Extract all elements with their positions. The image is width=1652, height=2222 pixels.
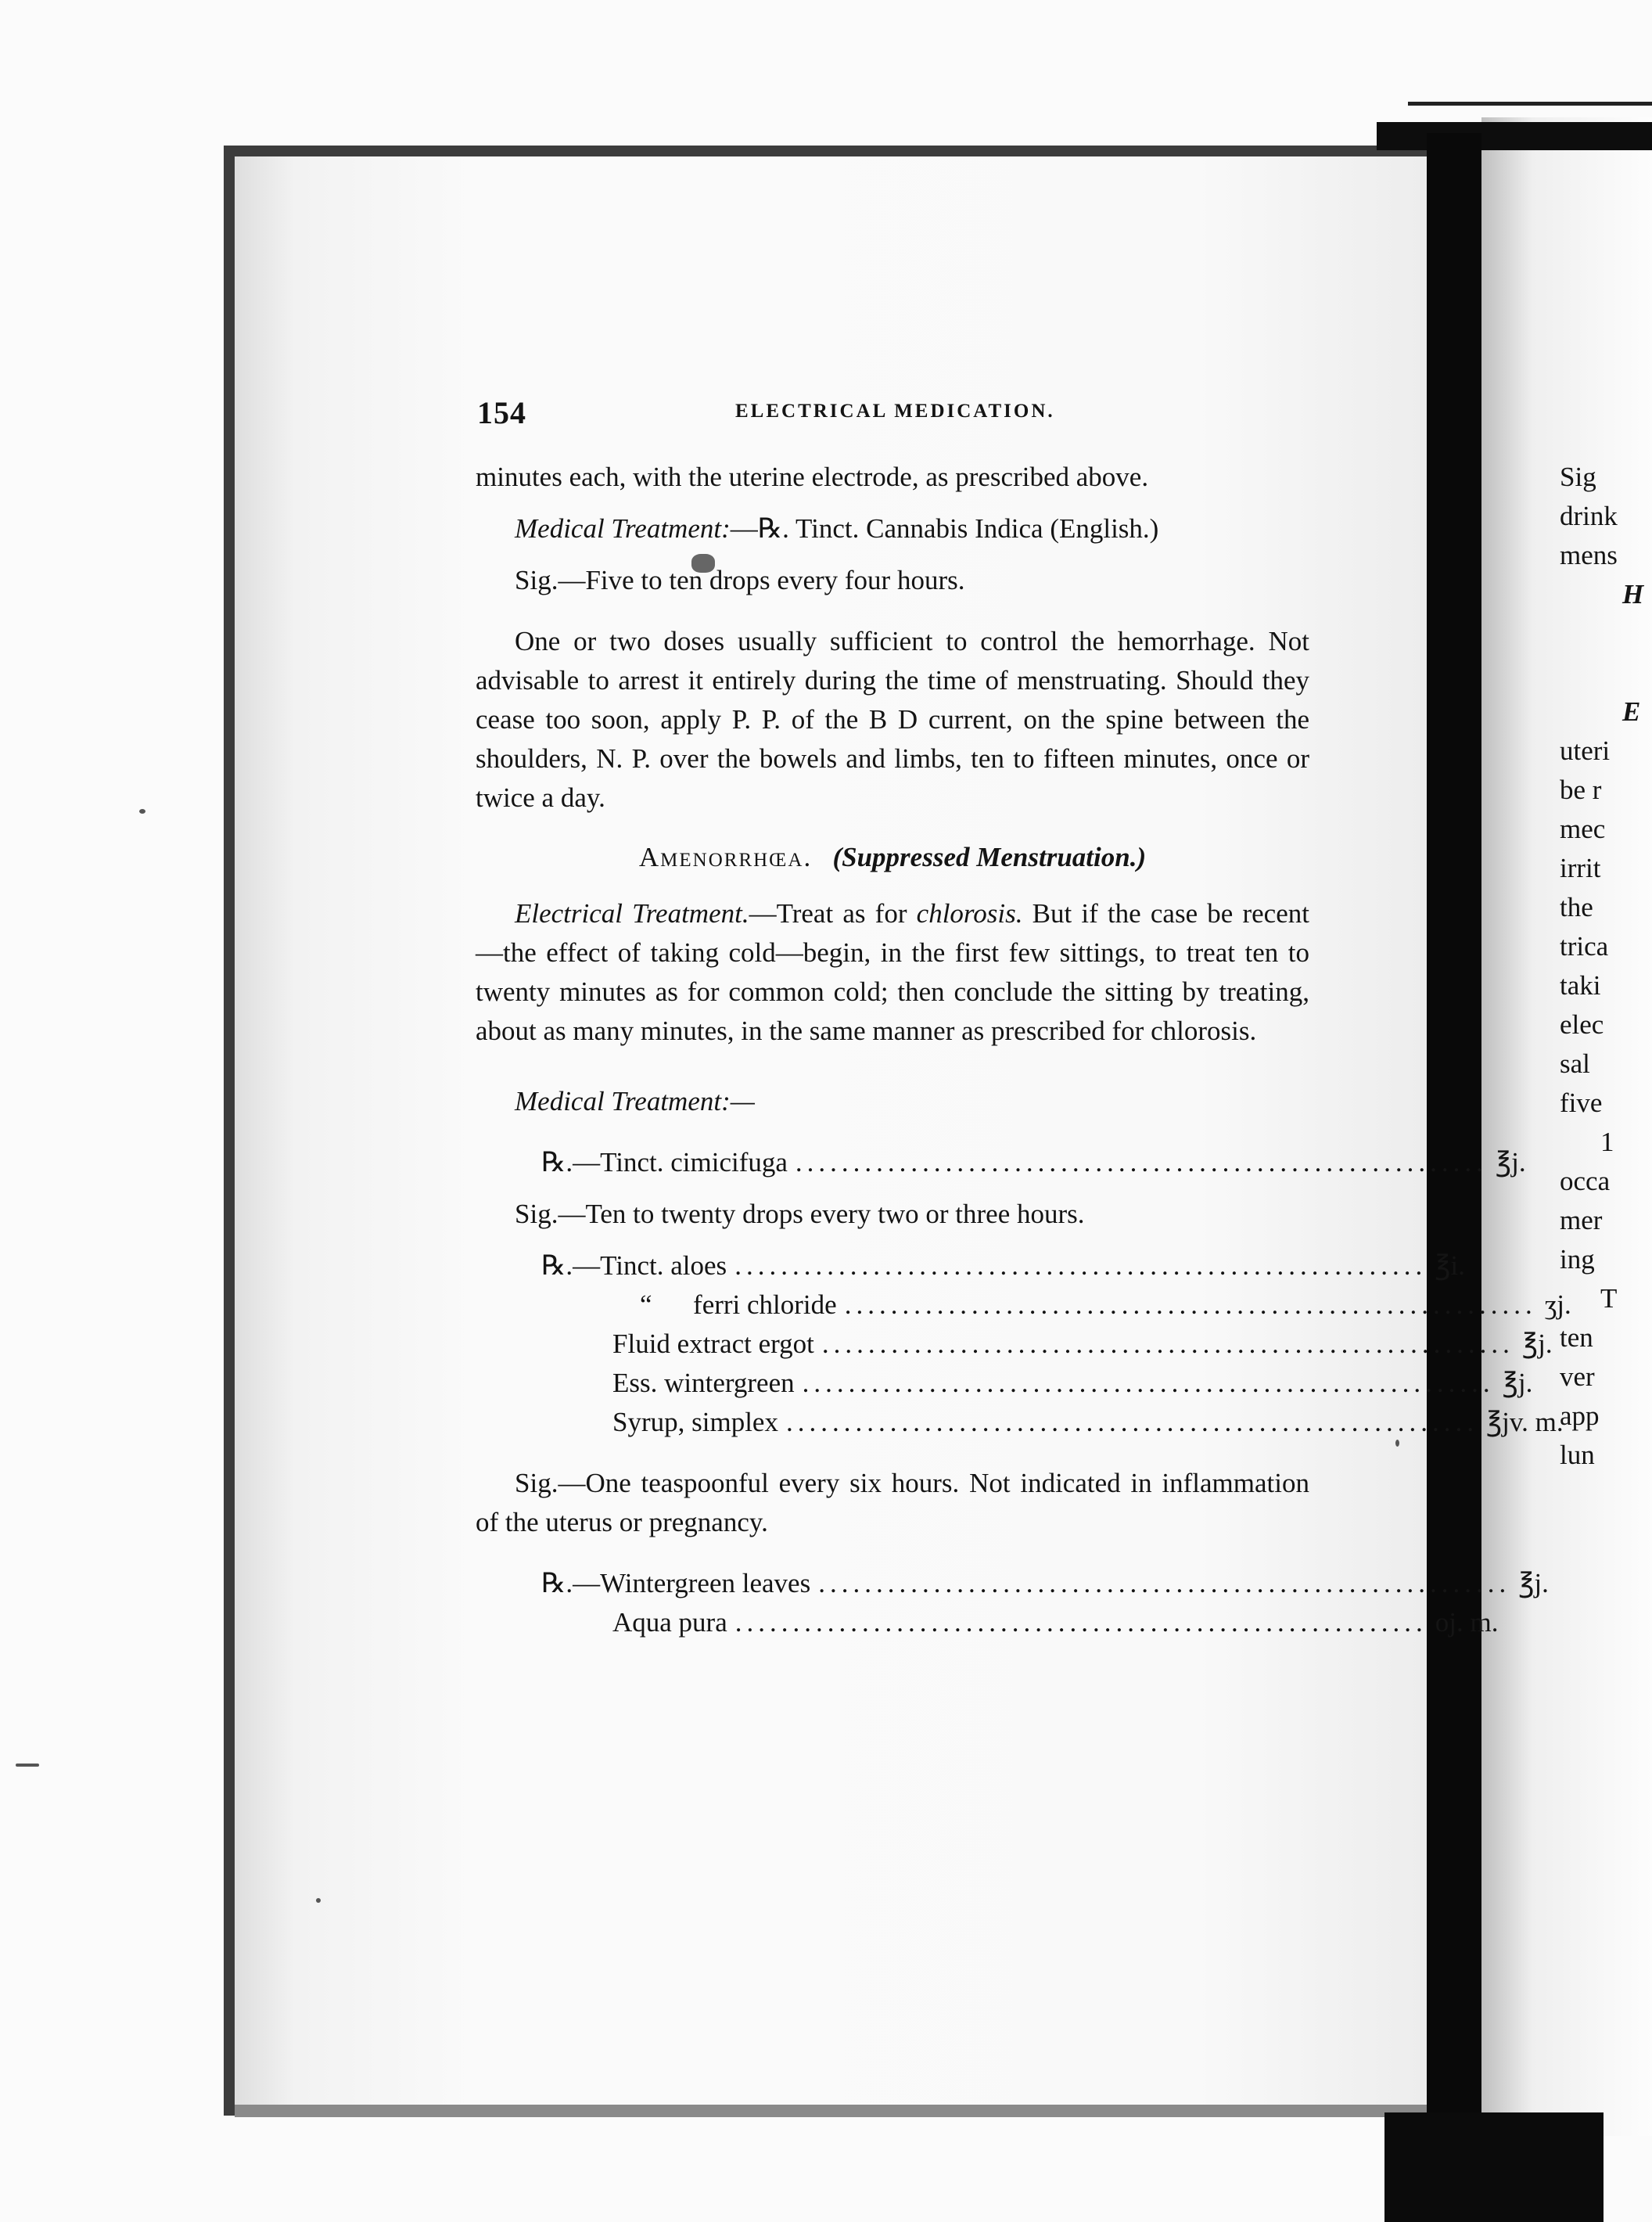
leader-dots: ............................................................ <box>802 1368 1495 1398</box>
prescription-line <box>476 1403 1564 1442</box>
top-rule <box>1408 102 1652 106</box>
text-run: But if the case be recent—the effect of taking cold—begin, in the first few sittings, to treat ten to twenty minutes as for common cold; then conclude the sitting by treating, about as many minutes, in the same manner as prescribed for chlorosis. <box>476 898 1309 1046</box>
page-number: 154 <box>477 395 526 430</box>
ingredient: Syrup, simplex <box>612 1407 778 1437</box>
leader-dots: ............................................................ <box>821 1329 1514 1359</box>
quantity: ℥j. <box>1502 1368 1533 1398</box>
prescription-line <box>476 1285 1571 1325</box>
quantity: oj. m. <box>1435 1607 1499 1638</box>
prescription-block <box>476 1143 1526 1182</box>
fragment-line: ten <box>1560 1322 1593 1353</box>
heading-main: Amenorrhœa. <box>638 842 813 872</box>
ingredient: Fluid extract ergot <box>612 1329 814 1359</box>
fragment-line: H <box>1622 579 1644 609</box>
fragment-line <box>1560 614 1652 653</box>
fragment-line: the <box>1560 892 1593 922</box>
quantity: ʒj. <box>1544 1289 1571 1320</box>
fragment-line: taki <box>1560 970 1601 1001</box>
quantity: ℥j. <box>1495 1147 1526 1178</box>
paragraph: One or two doses usually sufficient to control the hemorrhage. Not advisable to arrest it entirely during the time of menstruating. Should they cease too soon, apply P. P. of the B D current, on the spine between the shoulders, N. P. over the bowels and limbs, ten to fifteen minutes, once or twice a day. <box>476 626 1309 813</box>
ingredient: ℞.—Wintergreen leaves <box>541 1568 811 1598</box>
section-label: Medical Treatment: <box>515 513 731 544</box>
quantity: ℥j. <box>1521 1329 1553 1359</box>
page-body <box>476 458 1571 1642</box>
fragment-line: elec <box>1560 1009 1604 1040</box>
binding-bottom <box>1384 2112 1604 2222</box>
leader-dots: ............................................................ <box>785 1407 1478 1437</box>
fragment-line: mer <box>1560 1205 1603 1235</box>
fragment-line: ver <box>1560 1361 1595 1392</box>
ingredient: ℞.—Tinct. cimicifuga <box>541 1147 788 1178</box>
prescription-line <box>476 1603 1499 1642</box>
quantity: ℥j. <box>1518 1568 1549 1598</box>
quantity: ℥jv. m. <box>1485 1407 1564 1437</box>
prescription-line <box>476 1364 1533 1403</box>
fragment-line: ing <box>1560 1244 1595 1275</box>
fragment-line: mens <box>1560 540 1618 570</box>
fragment-line: sal <box>1560 1048 1590 1079</box>
prescription-line <box>476 1143 1526 1182</box>
prescription-text: —℞. Tinct. Cannabis Indica (English.) <box>730 513 1159 544</box>
paragraph <box>476 894 1309 1051</box>
book-binding-gutter <box>1427 133 1481 2136</box>
paragraph <box>476 509 1309 548</box>
paragraph: minutes each, with the uterine electrode, as prescribed above. <box>476 462 1149 492</box>
fragment-line: uteri <box>1560 735 1611 766</box>
fragment-line: trica <box>1560 931 1609 962</box>
prescription-line <box>476 1564 1549 1603</box>
emphasis: chlorosis. <box>916 898 1023 929</box>
scan-speck <box>139 809 145 814</box>
fragment-line: be r <box>1560 775 1602 805</box>
fragment-line: Sig <box>1560 462 1596 492</box>
ingredient: “ ferri chloride <box>640 1289 837 1320</box>
header-title: ELECTRICAL MEDICATION. <box>735 401 1055 422</box>
scan-speck <box>16 1764 39 1767</box>
prescription-block <box>476 1564 1549 1642</box>
ingredient: ℞.—Tinct. aloes <box>541 1250 727 1281</box>
leader-dots: ............................................................ <box>734 1250 1428 1281</box>
fragment-line: T <box>1600 1283 1618 1314</box>
section-label: Medical Treatment:— <box>515 1086 755 1116</box>
scan-speck <box>316 1898 321 1903</box>
section-label: Electrical Treatment. <box>515 898 749 929</box>
text-run: —Treat as for <box>749 898 917 929</box>
fragment-line: five <box>1560 1088 1603 1118</box>
fragment-line: occa <box>1560 1166 1611 1196</box>
fragment-line <box>1560 653 1652 692</box>
fragment-line: irrit <box>1560 853 1601 883</box>
prescription-line <box>476 1246 1465 1285</box>
leader-dots: ............................................................ <box>734 1607 1428 1638</box>
prescription-block <box>476 1246 1571 1442</box>
running-head <box>477 394 1309 430</box>
fragment-line: app <box>1560 1400 1600 1431</box>
fragment-line: 1 <box>1600 1127 1614 1157</box>
heading-sub: (Suppressed Menstruation.) <box>832 842 1147 872</box>
binding-top <box>1377 122 1652 150</box>
ingredient: Ess. wintergreen <box>612 1368 795 1398</box>
leader-dots: ............................................................ <box>818 1568 1511 1598</box>
adjacent-page-fragment <box>1560 458 1652 1475</box>
fragment-line: lun <box>1560 1440 1595 1470</box>
fragment-line: mec <box>1560 814 1606 844</box>
leader-dots: ............................................................ <box>844 1289 1537 1320</box>
ingredient: Aqua pura <box>612 1607 727 1638</box>
page-bottom-edge <box>235 2105 1439 2117</box>
fragment-line: drink <box>1560 501 1618 531</box>
fragment-line: E <box>1622 696 1641 727</box>
leader-dots: ............................................................ <box>795 1147 1488 1178</box>
prescription-line <box>476 1325 1553 1364</box>
section-heading <box>476 838 1309 877</box>
paragraph: Sig.—Ten to twenty drops every two or three hours. <box>515 1199 1085 1229</box>
paragraph: Sig.—Five to ten drops every four hours. <box>515 565 965 595</box>
quantity: ℥i. <box>1435 1250 1465 1281</box>
paragraph: Sig.—One teaspoonful every six hours. Not indicated in inflammation of the uterus or pregnancy. <box>476 1468 1309 1537</box>
